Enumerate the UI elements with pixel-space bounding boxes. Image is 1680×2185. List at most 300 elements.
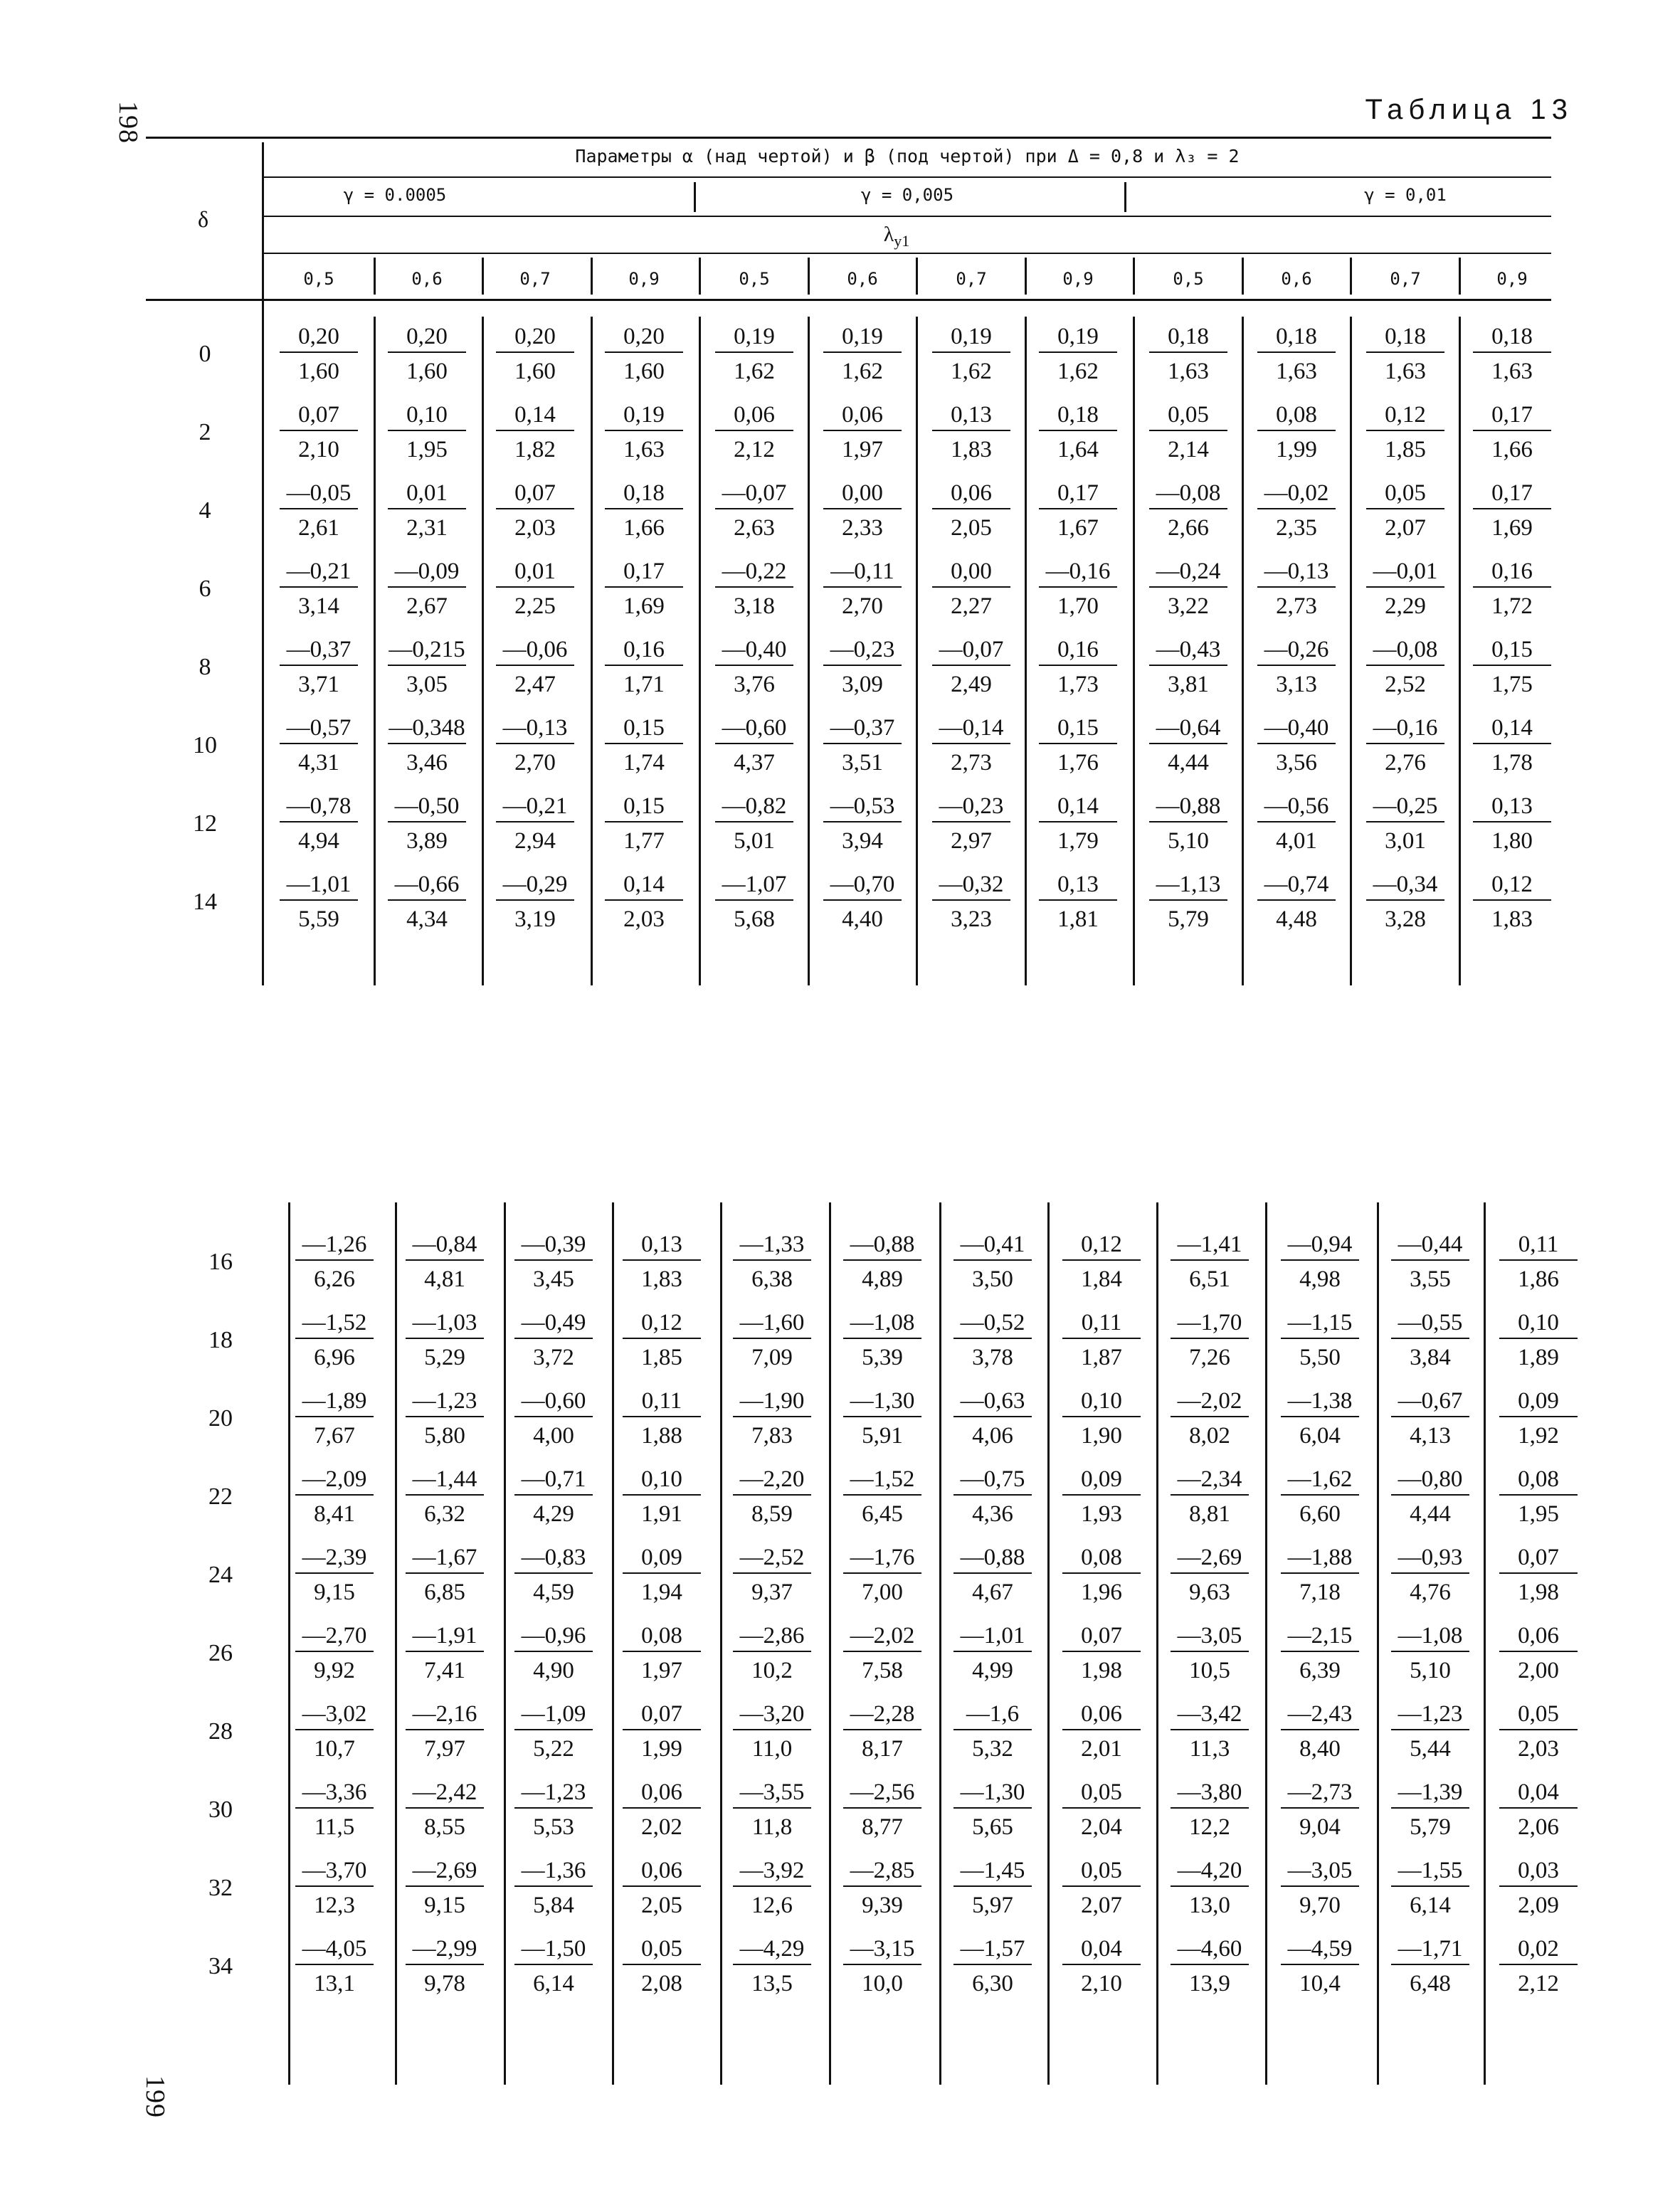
header-rule-1 bbox=[263, 176, 1551, 178]
alpha-value: 0,05 bbox=[1062, 1777, 1141, 1809]
alpha-beta-cell bbox=[295, 1621, 374, 1682]
beta-value: 1,98 bbox=[1518, 1580, 1559, 1605]
alpha-value: 0,08 bbox=[1499, 1464, 1578, 1496]
delta-value: 12 bbox=[193, 810, 217, 837]
alpha-value: —2,73 bbox=[1281, 1777, 1359, 1809]
beta-value: 5,29 bbox=[424, 1345, 465, 1370]
beta-value: 2,35 bbox=[1276, 515, 1317, 541]
alpha-beta-cell bbox=[388, 869, 466, 931]
alpha-beta-cell bbox=[1391, 1934, 1469, 1995]
alpha-beta-cell bbox=[1062, 1229, 1141, 1291]
alpha-value: —0,93 bbox=[1391, 1543, 1469, 1574]
alpha-value: —2,99 bbox=[406, 1934, 484, 1965]
alpha-beta-cell bbox=[1039, 635, 1117, 696]
beta-value: 2,05 bbox=[951, 515, 992, 541]
beta-value: 7,67 bbox=[314, 1423, 355, 1449]
alpha-value: —0,49 bbox=[514, 1308, 593, 1339]
alpha-value: —3,42 bbox=[1171, 1699, 1249, 1730]
alpha-value: —2,09 bbox=[295, 1464, 374, 1496]
alpha-beta-cell bbox=[953, 1934, 1032, 1995]
alpha-value: 0,14 bbox=[496, 400, 574, 431]
beta-value: 6,14 bbox=[1410, 1893, 1451, 1918]
beta-value: 5,53 bbox=[533, 1814, 574, 1840]
alpha-beta-cell bbox=[733, 1621, 811, 1682]
alpha-beta-cell bbox=[823, 869, 902, 931]
beta-value: 1,76 bbox=[1057, 750, 1099, 776]
beta-value: 3,51 bbox=[842, 750, 883, 776]
beta-value: 1,89 bbox=[1518, 1345, 1559, 1370]
beta-value: 7,97 bbox=[424, 1736, 465, 1762]
beta-value: 1,78 bbox=[1491, 750, 1533, 776]
alpha-value: —2,69 bbox=[1171, 1543, 1249, 1574]
alpha-value: 0,02 bbox=[1499, 1934, 1578, 1965]
alpha-beta-cell bbox=[388, 478, 466, 539]
alpha-beta-cell bbox=[1366, 400, 1444, 461]
column-divider-top bbox=[1133, 317, 1135, 985]
beta-value: 5,84 bbox=[533, 1893, 574, 1918]
alpha-value: —1,23 bbox=[406, 1386, 484, 1417]
beta-value: 2,70 bbox=[842, 593, 883, 619]
beta-value: 3,55 bbox=[1410, 1266, 1451, 1292]
beta-value: 8,59 bbox=[751, 1501, 793, 1527]
alpha-beta-cell bbox=[406, 1543, 484, 1604]
beta-value: 11,5 bbox=[314, 1814, 355, 1840]
alpha-beta-cell bbox=[1062, 1308, 1141, 1369]
beta-value: 5,50 bbox=[1299, 1345, 1341, 1370]
alpha-beta-cell bbox=[406, 1934, 484, 1995]
alpha-value: —0,40 bbox=[715, 635, 793, 666]
alpha-beta-cell bbox=[843, 1856, 921, 1917]
beta-value: 1,67 bbox=[1057, 515, 1099, 541]
beta-value: 8,41 bbox=[314, 1501, 355, 1527]
beta-value: 6,32 bbox=[424, 1501, 465, 1527]
alpha-beta-cell bbox=[406, 1621, 484, 1682]
alpha-beta-cell bbox=[843, 1699, 921, 1760]
beta-value: 1,99 bbox=[641, 1736, 682, 1762]
alpha-beta-cell bbox=[932, 791, 1010, 852]
beta-value: 10,2 bbox=[751, 1658, 793, 1683]
beta-value: 2,66 bbox=[1168, 515, 1209, 541]
beta-value: 3,72 bbox=[533, 1345, 574, 1370]
delta-value: 24 bbox=[208, 1562, 233, 1588]
alpha-beta-cell bbox=[1499, 1856, 1578, 1917]
alpha-value: —2,42 bbox=[406, 1777, 484, 1809]
alpha-beta-cell bbox=[1039, 478, 1117, 539]
alpha-beta-cell bbox=[1171, 1464, 1249, 1525]
alpha-value: —0,66 bbox=[388, 869, 466, 901]
alpha-value: 0,11 bbox=[1062, 1308, 1141, 1339]
beta-value: 1,71 bbox=[623, 672, 665, 697]
alpha-beta-cell bbox=[1062, 1699, 1141, 1760]
alpha-value: —0,09 bbox=[388, 556, 466, 588]
alpha-beta-cell bbox=[843, 1308, 921, 1369]
alpha-value: —0,37 bbox=[823, 713, 902, 744]
alpha-value: 0,20 bbox=[496, 322, 574, 353]
alpha-value: —1,57 bbox=[953, 1934, 1032, 1965]
lambda-header-divider bbox=[1459, 258, 1461, 295]
delta-value: 18 bbox=[208, 1327, 233, 1353]
delta-value: 8 bbox=[199, 654, 211, 680]
beta-value: 2,73 bbox=[951, 750, 992, 776]
alpha-value: —0,06 bbox=[496, 635, 574, 666]
beta-value: 2,03 bbox=[623, 906, 665, 932]
alpha-beta-cell bbox=[1149, 713, 1227, 774]
beta-value: 13,1 bbox=[314, 1971, 355, 1996]
beta-value: 13,0 bbox=[1189, 1893, 1230, 1918]
alpha-beta-cell bbox=[1257, 478, 1336, 539]
delta-value: 34 bbox=[208, 1953, 233, 1979]
alpha-beta-cell bbox=[406, 1464, 484, 1525]
alpha-value: —0,11 bbox=[823, 556, 902, 588]
alpha-beta-cell bbox=[1281, 1229, 1359, 1291]
alpha-beta-cell bbox=[1473, 635, 1551, 696]
alpha-value: 0,08 bbox=[1257, 400, 1336, 431]
beta-value: 3,71 bbox=[298, 672, 339, 697]
alpha-beta-cell bbox=[406, 1699, 484, 1760]
alpha-value: —1,30 bbox=[843, 1386, 921, 1417]
left-divider-top bbox=[262, 142, 264, 985]
beta-value: 3,50 bbox=[972, 1266, 1013, 1292]
beta-value: 5,59 bbox=[298, 906, 339, 932]
alpha-beta-cell bbox=[623, 1386, 701, 1447]
alpha-beta-cell bbox=[623, 1856, 701, 1917]
beta-value: 9,70 bbox=[1299, 1893, 1341, 1918]
alpha-beta-cell bbox=[406, 1229, 484, 1291]
alpha-value: —3,80 bbox=[1171, 1777, 1249, 1809]
alpha-beta-cell bbox=[1039, 791, 1117, 852]
alpha-beta-cell bbox=[1366, 556, 1444, 618]
beta-value: 2,97 bbox=[951, 828, 992, 854]
column-divider-top bbox=[808, 317, 810, 985]
alpha-beta-cell bbox=[406, 1308, 484, 1369]
alpha-value: —0,21 bbox=[496, 791, 574, 822]
beta-value: 5,80 bbox=[424, 1423, 465, 1449]
table-title: Таблица 13 bbox=[1365, 94, 1573, 125]
beta-value: 1,72 bbox=[1491, 593, 1533, 619]
alpha-value: 0,18 bbox=[1039, 400, 1117, 431]
alpha-value: 0,12 bbox=[1062, 1229, 1141, 1261]
alpha-beta-cell bbox=[953, 1543, 1032, 1604]
alpha-value: —2,69 bbox=[406, 1856, 484, 1887]
beta-value: 12,3 bbox=[314, 1893, 355, 1918]
beta-value: 9,15 bbox=[424, 1893, 465, 1918]
alpha-value: —0,44 bbox=[1391, 1229, 1469, 1261]
beta-value: 2,70 bbox=[514, 750, 556, 776]
alpha-beta-cell bbox=[932, 635, 1010, 696]
alpha-beta-cell bbox=[605, 791, 683, 852]
beta-value: 4,67 bbox=[972, 1580, 1013, 1605]
beta-value: 3,45 bbox=[533, 1266, 574, 1292]
alpha-beta-cell bbox=[1281, 1621, 1359, 1682]
lambda-value-header: 0,7 bbox=[956, 269, 987, 289]
beta-value: 1,60 bbox=[298, 359, 339, 384]
beta-value: 9,63 bbox=[1189, 1580, 1230, 1605]
alpha-value: —1,08 bbox=[1391, 1621, 1469, 1652]
alpha-beta-cell bbox=[605, 713, 683, 774]
beta-value: 1,85 bbox=[1385, 437, 1426, 462]
alpha-beta-cell bbox=[514, 1543, 593, 1604]
lambda-value-header: 0,6 bbox=[847, 269, 878, 289]
beta-value: 2,10 bbox=[1081, 1971, 1122, 1996]
delta-value: 32 bbox=[208, 1875, 233, 1901]
alpha-beta-cell bbox=[514, 1621, 593, 1682]
alpha-beta-cell bbox=[280, 478, 358, 539]
alpha-beta-cell bbox=[1366, 478, 1444, 539]
alpha-value: 0,01 bbox=[388, 478, 466, 509]
alpha-beta-cell bbox=[605, 400, 683, 461]
beta-value: 3,18 bbox=[734, 593, 775, 619]
beta-value: 1,83 bbox=[641, 1266, 682, 1292]
alpha-value: —2,16 bbox=[406, 1699, 484, 1730]
beta-value: 1,84 bbox=[1081, 1266, 1122, 1292]
alpha-beta-cell bbox=[1171, 1777, 1249, 1839]
alpha-beta-cell bbox=[1062, 1777, 1141, 1839]
delta-value: 20 bbox=[208, 1405, 233, 1432]
beta-value: 3,81 bbox=[1168, 672, 1209, 697]
alpha-value: —0,94 bbox=[1281, 1229, 1359, 1261]
beta-value: 1,66 bbox=[1491, 437, 1533, 462]
alpha-beta-cell bbox=[715, 556, 793, 618]
beta-value: 1,63 bbox=[1276, 359, 1317, 384]
alpha-value: —0,74 bbox=[1257, 869, 1336, 901]
alpha-value: —1,39 bbox=[1391, 1777, 1469, 1809]
alpha-beta-cell bbox=[823, 322, 902, 383]
beta-value: 1,88 bbox=[641, 1423, 682, 1449]
alpha-beta-cell bbox=[514, 1934, 593, 1995]
alpha-beta-cell bbox=[715, 791, 793, 852]
beta-value: 2,06 bbox=[1518, 1814, 1559, 1840]
alpha-beta-cell bbox=[1281, 1308, 1359, 1369]
beta-value: 1,63 bbox=[1491, 359, 1533, 384]
parameters-caption: Параметры α (над чертой) и β (под чертой) при Δ = 0,8 и λ₃ = 2 bbox=[575, 146, 1240, 166]
beta-value: 1,64 bbox=[1057, 437, 1099, 462]
alpha-value: 0,18 bbox=[1257, 322, 1336, 353]
column-divider-bottom bbox=[504, 1202, 506, 2085]
lambda-header-divider bbox=[591, 258, 593, 295]
beta-value: 5,97 bbox=[972, 1893, 1013, 1918]
beta-value: 5,10 bbox=[1410, 1658, 1451, 1683]
alpha-beta-cell bbox=[932, 869, 1010, 931]
alpha-value: 0,05 bbox=[1149, 400, 1227, 431]
alpha-value: —0,32 bbox=[932, 869, 1010, 901]
alpha-value: —2,02 bbox=[843, 1621, 921, 1652]
alpha-beta-cell bbox=[280, 635, 358, 696]
beta-value: 6,96 bbox=[314, 1345, 355, 1370]
alpha-value: 0,05 bbox=[623, 1934, 701, 1965]
beta-value: 2,10 bbox=[298, 437, 339, 462]
alpha-beta-cell bbox=[514, 1386, 593, 1447]
alpha-value: —0,75 bbox=[953, 1464, 1032, 1496]
gamma-divider bbox=[1124, 182, 1126, 212]
alpha-beta-cell bbox=[295, 1386, 374, 1447]
alpha-beta-cell bbox=[1499, 1308, 1578, 1369]
lambda-value-header: 0,5 bbox=[303, 269, 334, 289]
alpha-beta-cell bbox=[1257, 869, 1336, 931]
alpha-value: —0,16 bbox=[1366, 713, 1444, 744]
beta-value: 4,98 bbox=[1299, 1266, 1341, 1292]
alpha-beta-cell bbox=[1149, 556, 1227, 618]
alpha-value: 0,00 bbox=[823, 478, 902, 509]
column-divider-bottom bbox=[720, 1202, 722, 2085]
beta-value: 6,51 bbox=[1189, 1266, 1230, 1292]
alpha-beta-cell bbox=[295, 1464, 374, 1525]
alpha-value: —1,52 bbox=[295, 1308, 374, 1339]
alpha-beta-cell bbox=[295, 1699, 374, 1760]
alpha-beta-cell bbox=[953, 1229, 1032, 1291]
beta-value: 6,38 bbox=[751, 1266, 793, 1292]
alpha-beta-cell bbox=[1171, 1543, 1249, 1604]
alpha-beta-cell bbox=[280, 869, 358, 931]
beta-value: 1,91 bbox=[641, 1501, 682, 1527]
beta-value: 9,37 bbox=[751, 1580, 793, 1605]
beta-value: 3,89 bbox=[406, 828, 448, 854]
beta-value: 3,84 bbox=[1410, 1345, 1451, 1370]
alpha-value: 0,15 bbox=[605, 791, 683, 822]
beta-value: 2,07 bbox=[1081, 1893, 1122, 1918]
alpha-value: 0,13 bbox=[932, 400, 1010, 431]
alpha-value: 0,20 bbox=[388, 322, 466, 353]
alpha-value: —1,41 bbox=[1171, 1229, 1249, 1261]
alpha-value: 0,17 bbox=[1473, 478, 1551, 509]
alpha-beta-cell bbox=[1171, 1386, 1249, 1447]
beta-value: 4,48 bbox=[1276, 906, 1317, 932]
beta-value: 1,62 bbox=[734, 359, 775, 384]
beta-value: 2,08 bbox=[641, 1971, 682, 1996]
beta-value: 1,96 bbox=[1081, 1580, 1122, 1605]
alpha-value: 0,06 bbox=[1499, 1621, 1578, 1652]
delta-column-header: δ bbox=[198, 206, 209, 232]
header-bottom-rule bbox=[146, 299, 1551, 301]
lambda-value-header: 0,6 bbox=[1281, 269, 1312, 289]
alpha-value: —0,08 bbox=[1149, 478, 1227, 509]
alpha-value: —1,67 bbox=[406, 1543, 484, 1574]
beta-value: 4,13 bbox=[1410, 1423, 1451, 1449]
beta-value: 3,01 bbox=[1385, 828, 1426, 854]
column-divider-bottom bbox=[1265, 1202, 1267, 2085]
beta-value: 2,67 bbox=[406, 593, 448, 619]
alpha-value: —0,26 bbox=[1257, 635, 1336, 666]
beta-value: 4,40 bbox=[842, 906, 883, 932]
lambda-header-divider bbox=[1133, 258, 1135, 295]
beta-value: 7,09 bbox=[751, 1345, 793, 1370]
beta-value: 10,0 bbox=[862, 1971, 903, 1996]
beta-value: 1,87 bbox=[1081, 1345, 1122, 1370]
alpha-value: —3,70 bbox=[295, 1856, 374, 1887]
lambda-header-divider bbox=[482, 258, 484, 295]
alpha-beta-cell bbox=[295, 1543, 374, 1604]
beta-value: 5,65 bbox=[972, 1814, 1013, 1840]
beta-value: 9,04 bbox=[1299, 1814, 1341, 1840]
alpha-value: —0,07 bbox=[715, 478, 793, 509]
alpha-value: —0,43 bbox=[1149, 635, 1227, 666]
alpha-beta-cell bbox=[1039, 713, 1117, 774]
alpha-beta-cell bbox=[1062, 1464, 1141, 1525]
beta-value: 2,03 bbox=[1518, 1736, 1559, 1762]
alpha-beta-cell bbox=[623, 1464, 701, 1525]
alpha-value: —0,22 bbox=[715, 556, 793, 588]
beta-value: 2,12 bbox=[734, 437, 775, 462]
alpha-beta-cell bbox=[1149, 791, 1227, 852]
alpha-beta-cell bbox=[1391, 1777, 1469, 1839]
column-divider-bottom bbox=[829, 1202, 831, 2085]
beta-value: 1,81 bbox=[1057, 906, 1099, 932]
alpha-value: —0,88 bbox=[1149, 791, 1227, 822]
alpha-value: —2,15 bbox=[1281, 1621, 1359, 1652]
beta-value: 1,90 bbox=[1081, 1423, 1122, 1449]
alpha-value: 0,12 bbox=[623, 1308, 701, 1339]
beta-value: 1,97 bbox=[641, 1658, 682, 1683]
alpha-value: —1,07 bbox=[715, 869, 793, 901]
alpha-value: —3,02 bbox=[295, 1699, 374, 1730]
alpha-value: —1,23 bbox=[514, 1777, 593, 1809]
beta-value: 1,66 bbox=[623, 515, 665, 541]
alpha-value: —3,92 bbox=[733, 1856, 811, 1887]
alpha-value: —1,88 bbox=[1281, 1543, 1359, 1574]
beta-value: 2,00 bbox=[1518, 1658, 1559, 1683]
alpha-beta-cell bbox=[1062, 1934, 1141, 1995]
alpha-beta-cell bbox=[1499, 1386, 1578, 1447]
alpha-value: 0,13 bbox=[1039, 869, 1117, 901]
alpha-value: 0,06 bbox=[932, 478, 1010, 509]
beta-value: 2,05 bbox=[641, 1893, 682, 1918]
alpha-beta-cell bbox=[1039, 869, 1117, 931]
alpha-beta-cell bbox=[295, 1777, 374, 1839]
alpha-beta-cell bbox=[623, 1934, 701, 1995]
alpha-value: 0,10 bbox=[388, 400, 466, 431]
beta-value: 7,83 bbox=[751, 1423, 793, 1449]
alpha-beta-cell bbox=[605, 556, 683, 618]
alpha-value: 0,17 bbox=[605, 556, 683, 588]
alpha-beta-cell bbox=[932, 322, 1010, 383]
alpha-value: 0,13 bbox=[623, 1229, 701, 1261]
gamma-group-label: γ = 0,01 bbox=[1364, 185, 1447, 205]
lambda-value-header: 0,7 bbox=[519, 269, 551, 289]
alpha-beta-cell bbox=[715, 869, 793, 931]
beta-value: 1,83 bbox=[951, 437, 992, 462]
alpha-beta-cell bbox=[295, 1856, 374, 1917]
gamma-divider bbox=[694, 182, 696, 212]
alpha-value: —4,59 bbox=[1281, 1934, 1359, 1965]
column-divider-top bbox=[1459, 317, 1461, 985]
beta-value: 2,04 bbox=[1081, 1814, 1122, 1840]
alpha-beta-cell bbox=[1499, 1464, 1578, 1525]
beta-value: 1,86 bbox=[1518, 1266, 1559, 1292]
alpha-beta-cell bbox=[406, 1777, 484, 1839]
alpha-beta-cell bbox=[715, 635, 793, 696]
header-rule-3 bbox=[263, 253, 1551, 254]
delta-value: 10 bbox=[193, 732, 217, 758]
alpha-value: —0,67 bbox=[1391, 1386, 1469, 1417]
beta-value: 4,37 bbox=[734, 750, 775, 776]
alpha-value: —0,63 bbox=[953, 1386, 1032, 1417]
lambda-symbol: λ bbox=[883, 223, 894, 246]
beta-value: 2,07 bbox=[1385, 515, 1426, 541]
alpha-beta-cell bbox=[295, 1229, 374, 1291]
alpha-value: 0,06 bbox=[1062, 1699, 1141, 1730]
beta-value: 4,31 bbox=[298, 750, 339, 776]
alpha-beta-cell bbox=[1149, 635, 1227, 696]
alpha-beta-cell bbox=[733, 1856, 811, 1917]
column-divider-bottom bbox=[1484, 1202, 1486, 2085]
beta-value: 1,70 bbox=[1057, 593, 1099, 619]
beta-value: 1,79 bbox=[1057, 828, 1099, 854]
alpha-value: —2,39 bbox=[295, 1543, 374, 1574]
alpha-beta-cell bbox=[1391, 1699, 1469, 1760]
alpha-beta-cell bbox=[843, 1464, 921, 1525]
alpha-value: 0,18 bbox=[1149, 322, 1227, 353]
alpha-value: —3,36 bbox=[295, 1777, 374, 1809]
beta-value: 4,36 bbox=[972, 1501, 1013, 1527]
